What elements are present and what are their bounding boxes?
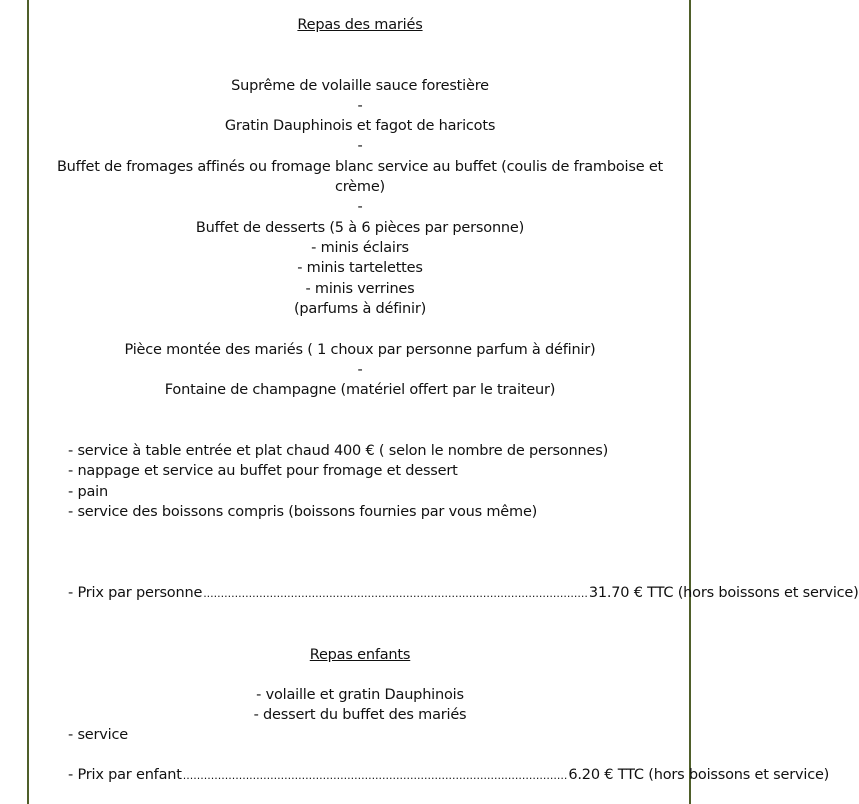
children-menu-title: Repas enfants bbox=[309, 647, 411, 663]
page-border-left bbox=[27, 0, 29, 804]
dessert-buffet: Buffet de desserts (5 à 6 pièces par personne) bbox=[195, 220, 525, 236]
separator: - bbox=[357, 199, 363, 215]
service-item: - nappage et service au buffet pour fromage et dessert bbox=[68, 463, 458, 479]
price-label: - Prix par personne bbox=[68, 585, 203, 601]
children-item: - volaille et gratin Dauphinois bbox=[256, 687, 464, 703]
page-border-right bbox=[689, 0, 691, 804]
price-per-person bbox=[68, 583, 859, 604]
price-value: 31.70 € TTC (hors boissons et service) bbox=[588, 585, 859, 601]
main-course: Suprême de volaille sauce forestière bbox=[231, 78, 489, 94]
separator: - bbox=[357, 98, 363, 114]
service-item: - service à table entrée et plat chaud 400 € ( selon le nombre de personnes) bbox=[68, 443, 609, 459]
price-per-child bbox=[68, 765, 830, 786]
wedding-cake: Pièce montée des mariés ( 1 choux par personne parfum à définir) bbox=[124, 342, 596, 358]
wedding-menu-title: Repas des mariés bbox=[297, 17, 423, 33]
service-item: - pain bbox=[68, 484, 108, 500]
dessert-item: - minis verrines bbox=[305, 281, 415, 297]
cheese-buffet-line-2: crème) bbox=[334, 179, 386, 195]
dessert-item: - minis éclairs bbox=[311, 240, 409, 256]
dot-leader: .............................................................................................................. bbox=[203, 587, 588, 600]
dot-leader: .............................................................................................................. bbox=[182, 769, 568, 782]
dessert-item: - minis tartelettes bbox=[297, 260, 423, 276]
side-dish: Gratin Dauphinois et fagot de haricots bbox=[224, 118, 496, 134]
separator: - bbox=[357, 138, 363, 154]
price-label: - Prix par enfant bbox=[68, 767, 182, 783]
service-item: - service des boissons compris (boissons fournies par vous même) bbox=[68, 504, 538, 520]
separator: - bbox=[357, 362, 363, 378]
price-value: 6.20 € TTC (hors boissons et service) bbox=[568, 767, 830, 783]
children-service: - service bbox=[68, 727, 128, 743]
dessert-flavours: (parfums à définir) bbox=[293, 301, 427, 317]
children-item: - dessert du buffet des mariés bbox=[253, 707, 467, 723]
cheese-buffet-line-1: Buffet de fromages affinés ou fromage blanc service au buffet (coulis de framboise et bbox=[56, 159, 664, 175]
champagne-fountain: Fontaine de champagne (matériel offert par le traiteur) bbox=[164, 382, 556, 398]
